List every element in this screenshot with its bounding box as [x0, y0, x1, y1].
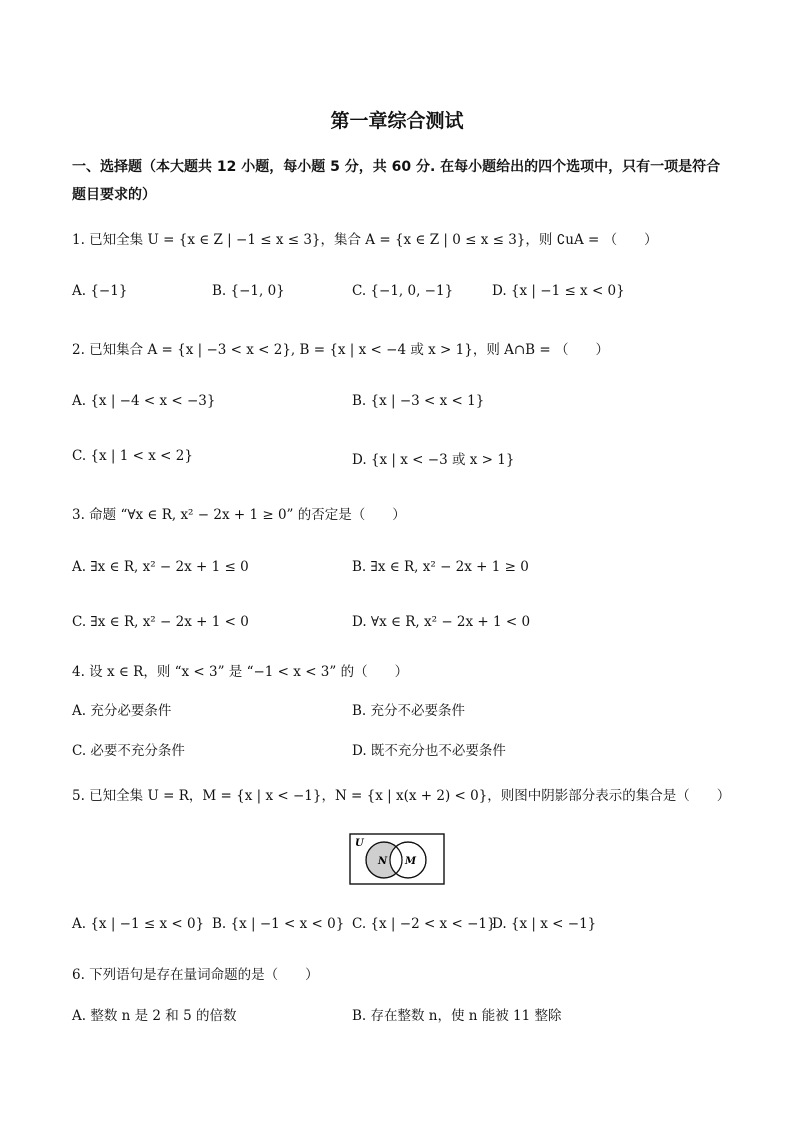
q2-option-a: A. {x | −4 < x < −3} — [72, 393, 216, 409]
venn-label-u: U — [355, 838, 364, 849]
q2-option-b: B. {x | −3 < x < 1} — [352, 393, 485, 409]
question-6-stem: 6. 下列语句是存在量词命题的是（ ） — [72, 967, 319, 983]
venn-label-m: M — [405, 856, 417, 867]
q4-option-c: C. 必要不充分条件 — [72, 743, 185, 759]
q5-option-a: A. {x | −1 ≤ x < 0} — [72, 916, 205, 932]
q1-option-c: C. {−1, 0, −1} — [352, 283, 454, 299]
q1-option-d: D. {x | −1 ≤ x < 0} — [492, 283, 625, 299]
page-title: 第一章综合测试 — [330, 110, 464, 132]
question-5-stem: 5. 已知全集 U = R，M = {x | x < −1}，N = {x | x(x + 2) < 0}，则图中阴影部分表示的集合是（ ） — [72, 788, 731, 804]
question-4-stem: 4. 设 x ∈ R，则 “x < 3” 是 “−1 < x < 3” 的（ ） — [72, 664, 409, 680]
section-heading: 一、选择题（本大题共 12 小题，每小题 5 分，共 60 分. 在每小题给出的四个选项中，只有一项是符合题目要求的） — [72, 159, 721, 203]
question-3-stem: 3. 命题 “∀x ∈ R, x² − 2x + 1 ≥ 0” 的否定是（ ） — [72, 507, 406, 523]
question-1-stem: 1. 已知全集 U = {x ∈ Z | −1 ≤ x ≤ 3}，集合 A = {x ∈ Z | 0 ≤ x ≤ 3}，则 ∁uA = （ ） — [72, 232, 658, 248]
q3-option-c: C. ∃x ∈ R, x² − 2x + 1 < 0 — [72, 614, 249, 630]
q3-option-a: A. ∃x ∈ R, x² − 2x + 1 ≤ 0 — [72, 559, 249, 575]
q1-option-b: B. {−1, 0} — [212, 283, 285, 299]
q6-option-a: A. 整数 n 是 2 和 5 的倍数 — [72, 1008, 237, 1024]
q4-option-b: B. 充分不必要条件 — [352, 703, 466, 719]
q1-option-a: A. {−1} — [72, 283, 128, 299]
venn-diagram — [349, 833, 445, 889]
venn-label-n: N — [378, 856, 388, 867]
q5-option-b: B. {x | −1 < x < 0} — [212, 916, 345, 932]
q5-option-d: D. {x | x < −1} — [492, 916, 597, 932]
q4-option-a: A. 充分必要条件 — [72, 703, 172, 719]
q2-option-d: D. {x | x < −3 或 x > 1} — [352, 452, 515, 468]
q3-option-b: B. ∃x ∈ R, x² − 2x + 1 ≥ 0 — [352, 559, 529, 575]
question-2-stem: 2. 已知集合 A = {x | −3 < x < 2}, B = {x | x < −4 或 x > 1}，则 A∩B = （ ） — [72, 342, 609, 358]
q4-option-d: D. 既不充分也不必要条件 — [352, 743, 506, 759]
q5-option-c: C. {x | −2 < x < −1} — [352, 916, 496, 932]
q3-option-d: D. ∀x ∈ R, x² − 2x + 1 < 0 — [352, 614, 531, 630]
q2-option-c: C. {x | 1 < x < 2} — [72, 448, 193, 464]
q6-option-b: B. 存在整数 n，使 n 能被 11 整除 — [352, 1008, 562, 1024]
